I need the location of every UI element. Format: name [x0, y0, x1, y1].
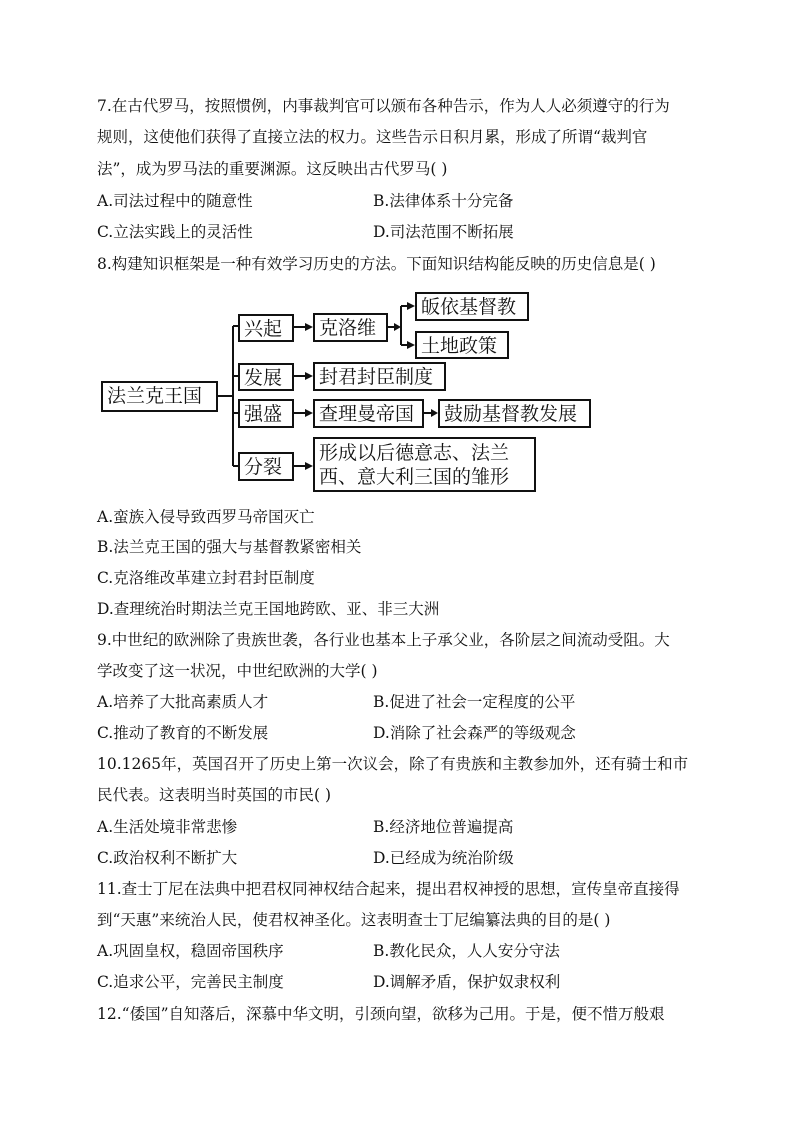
q10-option-c: C.政治权利不断扩大	[97, 849, 238, 867]
diagram-split-line-2: 西、意大利三国的雏形	[319, 466, 510, 488]
q11-option-a: A.巩固皇权，稳固帝国秩序	[97, 942, 284, 960]
diagram-root-frankish-kingdom: 法兰克王国	[101, 381, 218, 412]
q7-stem-line-3: 法”，成为罗马法的重要渊源。这反映出古代罗马( )	[97, 160, 448, 178]
q7-option-c: C.立法实践上的灵活性	[97, 223, 253, 241]
diagram-convert-christianity: 皈依基督教	[415, 292, 529, 321]
q7-stem-line-1: 7.在古代罗马，按照惯例，内事裁判官可以颁布各种告示，作为人人必须遵守的行为	[97, 97, 670, 115]
q11-option-d: D.调解矛盾，保护奴隶权利	[373, 973, 561, 991]
q8-stem-line-1: 8.构建知识框架是一种有效学习历史的方法。下面知识结构能反映的历史信息是( )	[97, 255, 656, 273]
q10-option-a: A.生活处境非常悲惨	[97, 818, 238, 836]
q10-stem-line-2: 民代表。这表明当时英国的市民( )	[97, 786, 332, 804]
q11-option-b: B.教化民众，人人安分守法	[373, 942, 560, 960]
diagram-stage-peak: 强盛	[238, 399, 294, 428]
q7-option-b: B.法律体系十分完备	[373, 192, 514, 210]
q9-option-d: D.消除了社会森严的等级观念	[373, 724, 576, 742]
q9-stem-line-1: 9.中世纪的欧洲除了贵族世袭，各行业也基本上子承父业，各阶层之间流动受阻。大	[97, 631, 670, 649]
q9-option-a: A.培养了大批高素质人才	[97, 693, 269, 711]
q7-option-d: D.司法范围不断拓展	[373, 223, 514, 241]
q7-option-a: A.司法过程中的随意性	[97, 192, 253, 210]
q11-stem-line-2: 到“天惠”来统治人民，使君权神圣化。这表明查士丁尼编纂法典的目的是( )	[97, 911, 611, 929]
diagram-stage-develop: 发展	[238, 363, 294, 391]
diagram-stage-split: 分裂	[238, 452, 294, 481]
q10-stem-line-1: 10.1265年，英国召开了历史上第一次议会，除了有贵族和主教参加外，还有骑士和市	[97, 755, 689, 773]
diagram-charlemagne-empire: 查理曼帝国	[313, 399, 424, 428]
q11-stem-line-1: 11.查士丁尼在法典中把君权同神权结合起来，提出君权神授的思想，宣传皇帝直接得	[97, 880, 680, 898]
q7-stem-line-2: 规则，这使他们获得了直接立法的权力。这些告示日积月累，形成了所谓“裁判官	[97, 128, 648, 146]
diagram-land-policy: 土地政策	[415, 331, 509, 359]
q10-option-d: D.已经成为统治阶级	[373, 849, 514, 867]
q11-option-c: C.追求公平，完善民主制度	[97, 973, 284, 991]
diagram-stage-rise: 兴起	[238, 314, 294, 342]
diagram-feudal-system: 封君封臣制度	[313, 362, 446, 391]
q9-stem-line-2: 学改变了这一状况，中世纪欧洲的大学( )	[97, 662, 378, 680]
q8-option-d: D.查理统治时期法兰克王国地跨欧、亚、非三大洲	[97, 600, 440, 618]
diagram-clovis: 克洛维	[313, 313, 388, 342]
q8-option-c: C.克洛维改革建立封君封臣制度	[97, 569, 315, 587]
q9-option-b: B.促进了社会一定程度的公平	[373, 693, 576, 711]
diagram-split-outcome	[313, 437, 536, 492]
q12-stem-line-1: 12.“倭国”自知落后，深慕中华文明，引颈向望，欲移为己用。于是，便不惜万般艰	[97, 1005, 665, 1023]
diagram-encourage-christianity: 鼓励基督教发展	[438, 399, 591, 428]
diagram-split-line-1: 形成以后德意志、法兰	[319, 442, 510, 464]
q9-option-c: C.推动了教育的不断发展	[97, 724, 269, 742]
q8-option-b: B.法兰克王国的强大与基督教紧密相关	[97, 538, 362, 556]
q10-option-b: B.经济地位普遍提高	[373, 818, 514, 836]
q8-option-a: A.蛮族入侵导致西罗马帝国灭亡	[97, 508, 315, 526]
